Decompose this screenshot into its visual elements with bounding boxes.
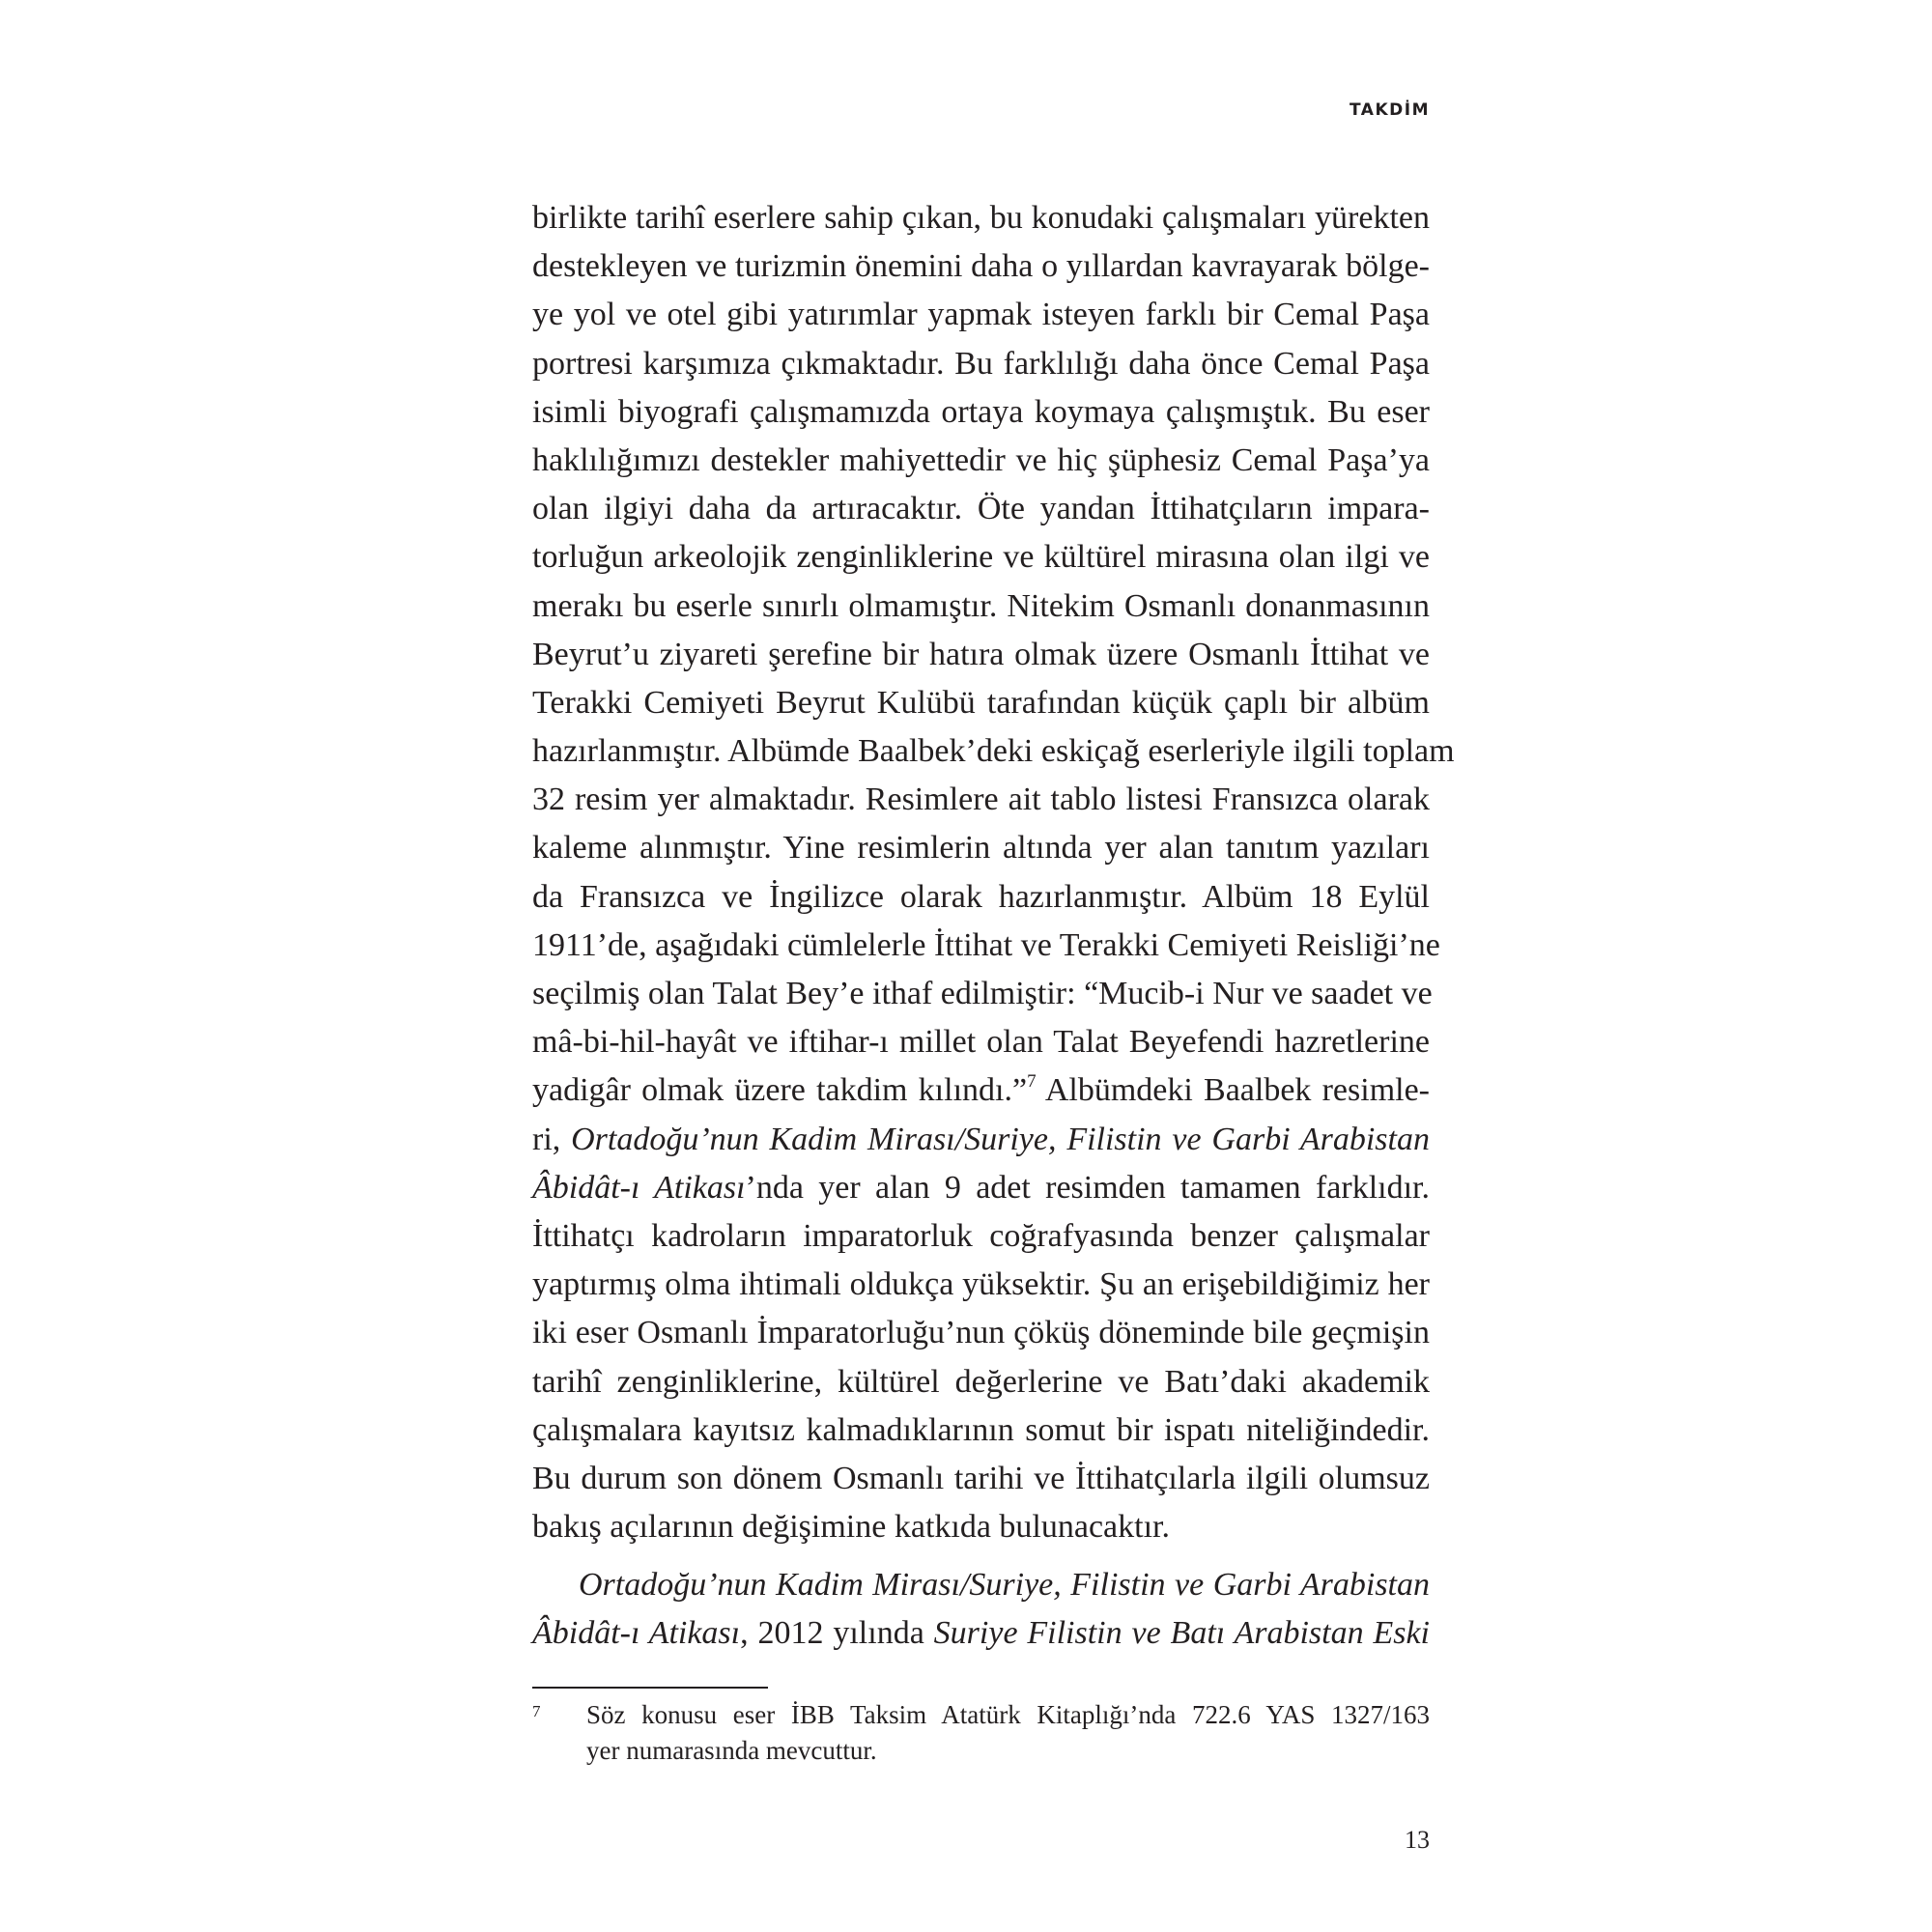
footnote-separator xyxy=(532,1687,768,1689)
body-line-with-footnote-ref xyxy=(532,1066,1430,1115)
body-line: merakı bu eserle sınırlı olmamıştır. Nitekim Osmanlı donanmasının xyxy=(532,587,1430,624)
line-text: ’nda yer alan 9 adet resimden tamamen farklıdır. xyxy=(745,1169,1430,1206)
line-text: yadigâr olmak üzere takdim kılındı.” xyxy=(532,1072,1028,1109)
line-text: , 2012 yılında xyxy=(740,1615,934,1652)
body-line: tarihî zenginliklerine, kültürel değerlerine ve Batı’daki akademik xyxy=(532,1363,1430,1400)
footnote xyxy=(532,1697,1430,1769)
running-head: TAKDİM xyxy=(1350,100,1430,120)
footnote-text xyxy=(586,1697,1430,1769)
body-line: haklılığımızı destekler mahiyettedir ve hiç şüphesiz Cemal Paşa’ya xyxy=(532,441,1430,478)
body-line xyxy=(532,1609,1430,1658)
body-line: Terakki Cemiyeti Beyrut Kulübü tarafından küçük çaplı bir albüm xyxy=(532,684,1430,721)
body-line: iki eser Osmanlı İmparatorluğu’nun çöküş döneminde bile geçmişin xyxy=(532,1315,1430,1351)
body-line: 32 resim yer almaktadır. Resimlere ait tablo listesi Fransızca olarak xyxy=(532,781,1430,818)
body-line: kaleme alınmıştır. Yine resimlerin altında yer alan tanıtım yazıları xyxy=(532,830,1430,867)
body-line: İttihatçı kadroların imparatorluk coğrafyasında benzer çalışmalar xyxy=(532,1217,1430,1254)
body-line: olan ilgiyi daha da artıracaktır. Öte yandan İttihatçıların impara- xyxy=(532,491,1430,527)
body-line: hazırlanmıştır. Albümde Baalbek’deki eskiçağ eserleriyle ilgili toplam xyxy=(532,733,1455,770)
book-title-italic: Ortadoğu’nun Kadim Mirası/Suriye, Filistin ve Garbi Arabistan xyxy=(571,1121,1430,1157)
body-line: çalışmalara kayıtsız kalmadıklarının somut bir ispatı niteliğindedir. xyxy=(532,1411,1430,1448)
book-title-italic: Âbidât-ı Atikası xyxy=(532,1615,741,1652)
body-line: seçilmiş olan Talat Bey’e ithaf edilmiştir: “Mucib-i Nur ve saadet ve xyxy=(532,976,1433,1011)
footnote-line: yer numarasında mevcuttur. xyxy=(586,1736,877,1765)
body-line: da Fransızca ve İngilizce olarak hazırlanmıştır. Albüm 18 Eylül xyxy=(532,878,1430,915)
line-text: ri, xyxy=(532,1121,572,1157)
book-title-italic: Ortadoğu’nun Kadim Mirası/Suriye, Filistin ve Garbi Arabistan xyxy=(579,1567,1430,1604)
paragraph-last-line: bakış açılarının değişimine katkıda bulunacaktır. xyxy=(532,1509,1170,1546)
body-line xyxy=(532,1164,1430,1212)
body-line: yaptırmış olma ihtimali oldukça yüksektir. Şu an erişebildiğimiz her xyxy=(532,1266,1430,1303)
page-number: 13 xyxy=(1405,1826,1430,1854)
body-line: portresi karşımıza çıkmaktadır. Bu farklılığı daha önce Cemal Paşa xyxy=(532,345,1430,382)
body-line xyxy=(532,1116,1430,1164)
book-title-italic: Suriye Filistin ve Batı Arabistan Eski xyxy=(933,1615,1431,1652)
body-line: mâ-bi-hil-hayât ve iftihar-ı millet olan Talat Beyefendi hazretlerine xyxy=(532,1024,1430,1061)
book-title-italic: Âbidât-ı Atikası xyxy=(532,1169,746,1206)
line-text: Albümdeki Baalbek resimle- xyxy=(1036,1072,1430,1109)
body-line: ye yol ve otel gibi yatırımlar yapmak isteyen farklı bir Cemal Paşa xyxy=(532,297,1430,333)
body-line xyxy=(532,1561,1430,1609)
footnote-reference: 7 xyxy=(1027,1071,1037,1093)
body-line: isimli biyografi çalışmamızda ortaya koymaya çalışmıştık. Bu eser xyxy=(532,393,1430,430)
footnote-number: 7 xyxy=(532,1702,541,1720)
body-text xyxy=(532,194,1455,1659)
body-line: torluğun arkeolojik zenginliklerine ve kültürel mirasına olan ilgi ve xyxy=(532,539,1430,576)
body-line: 1911’de, aşağıdaki cümlelerle İttihat ve Terakki Cemiyeti Reisliği’ne xyxy=(532,926,1440,963)
body-line: destekleyen ve turizmin önemini daha o yıllardan kavrayarak bölge- xyxy=(532,248,1430,285)
footnote-line: Söz konusu eser İBB Taksim Atatürk Kitaplığı’nda 722.6 YAS 1327/163 xyxy=(586,1700,1430,1729)
body-line: Beyrut’u ziyareti şerefine bir hatıra olmak üzere Osmanlı İttihat ve xyxy=(532,636,1430,672)
body-line: Bu durum son dönem Osmanlı tarihi ve İttihatçılarla ilgili olumsuz xyxy=(532,1460,1430,1496)
body-line: birlikte tarihî eserlere sahip çıkan, bu konudaki çalışmaları yürekten xyxy=(532,200,1430,236)
